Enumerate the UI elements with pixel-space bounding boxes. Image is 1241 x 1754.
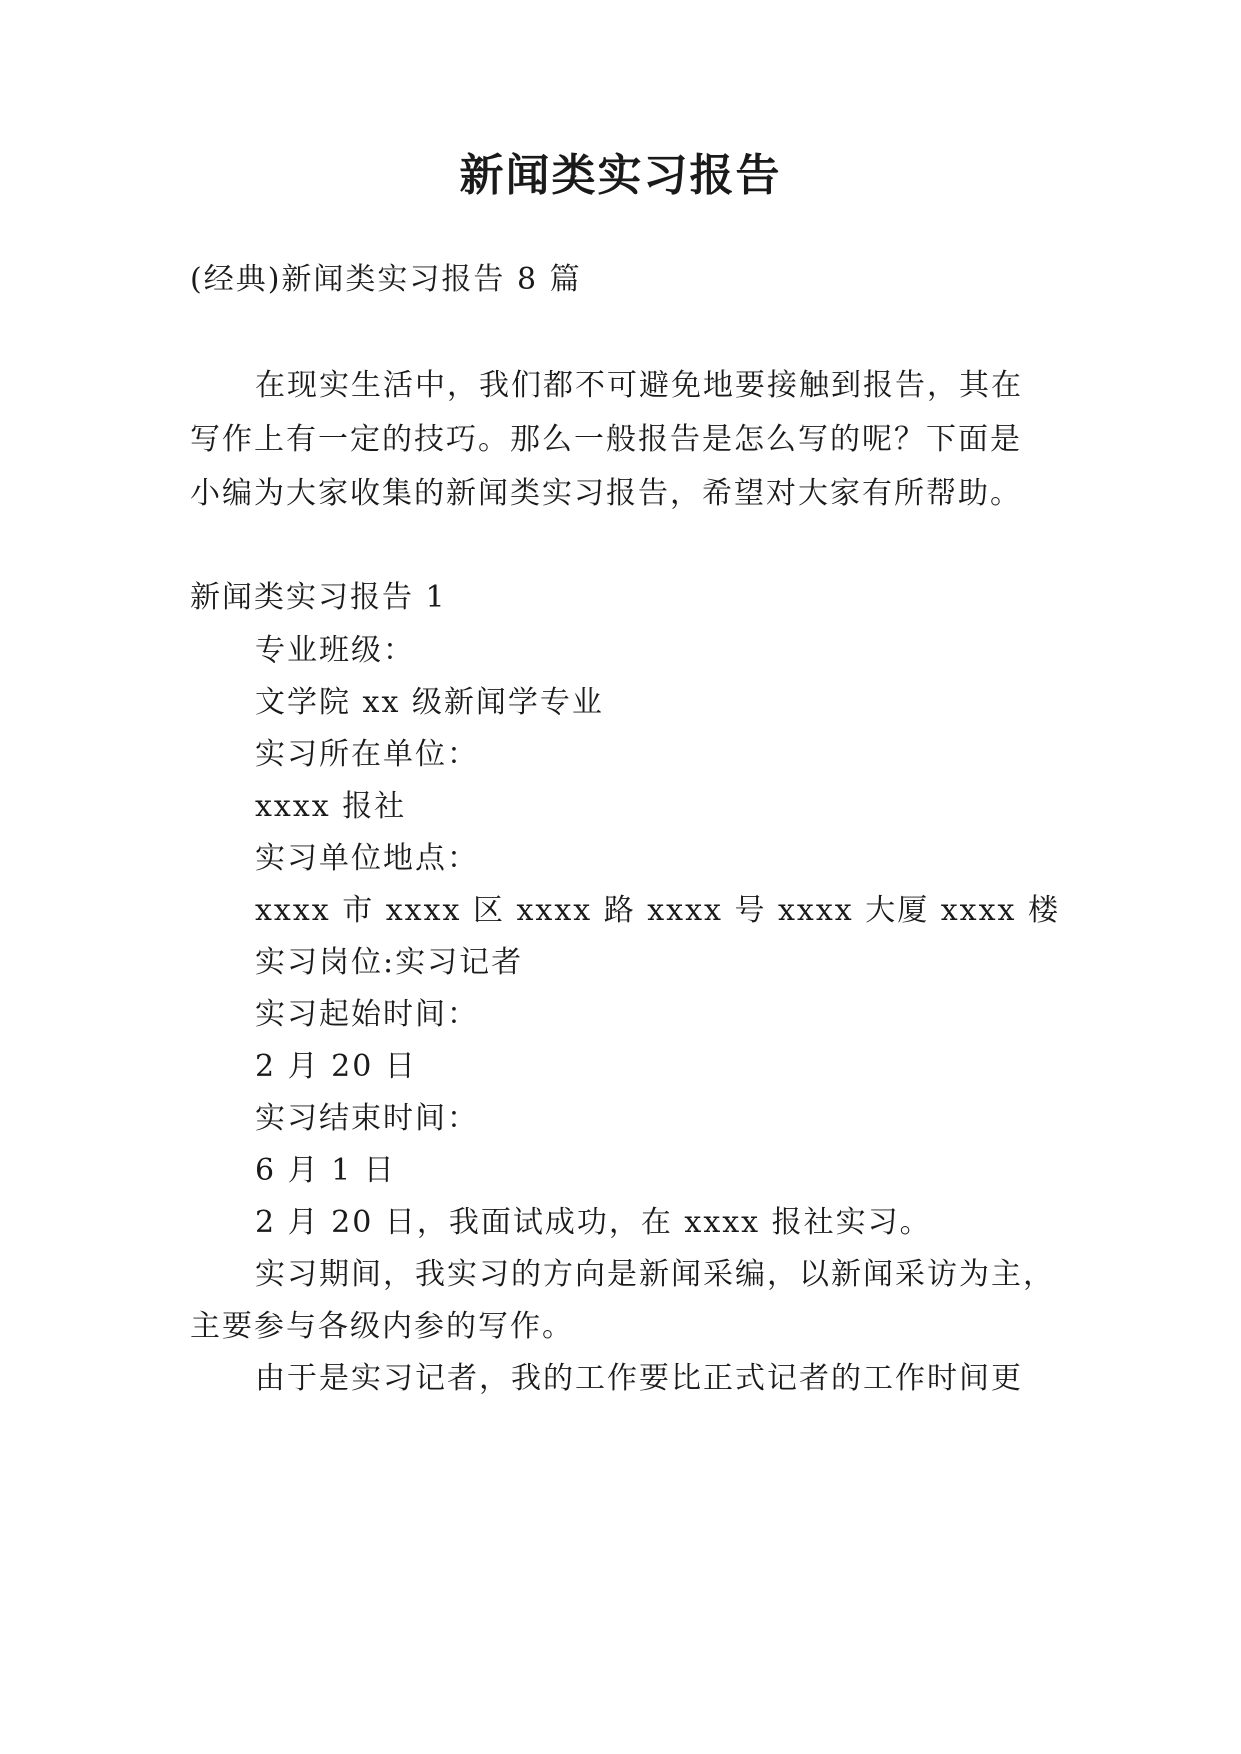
detail-line: 6 月 1 日	[255, 1153, 396, 1188]
section-heading: 新闻类实习报告 1	[190, 580, 447, 615]
body-line-1: 实习期间，我实习的方向是新闻采编，以新闻采访为主，	[255, 1257, 1055, 1292]
detail-line: 2 月 20 日，我面试成功，在 xxxx 报社实习。	[255, 1205, 932, 1240]
detail-line: 实习结束时间：	[255, 1101, 479, 1136]
intro-line-1: 在现实生活中，我们都不可避免地要接触到报告，其在	[255, 368, 1023, 403]
detail-line: xxxx 报社	[255, 789, 407, 824]
document-title: 新闻类实习报告	[459, 150, 782, 201]
detail-line: 实习单位地点：	[255, 841, 479, 876]
detail-line: 2 月 20 日	[255, 1049, 417, 1084]
intro-line-2: 写作上有一定的技巧。那么一般报告是怎么写的呢？下面是	[190, 422, 1022, 457]
detail-line: xxxx 市 xxxx 区 xxxx 路 xxxx 号 xxxx 大厦 xxxx 楼	[255, 893, 1060, 928]
body-line-2: 主要参与各级内参的写作。	[190, 1309, 574, 1344]
body-line-3: 由于是实习记者，我的工作要比正式记者的工作时间更	[255, 1361, 1023, 1396]
detail-line: 实习岗位:实习记者	[255, 945, 524, 980]
intro-line-3: 小编为大家收集的新闻类实习报告，希望对大家有所帮助。	[190, 476, 1022, 511]
detail-line: 实习起始时间：	[255, 997, 479, 1032]
document-subtitle: (经典)新闻类实习报告 8 篇	[190, 262, 582, 297]
detail-line: 实习所在单位：	[255, 737, 479, 772]
detail-line: 文学院 xx 级新闻学专业	[255, 685, 604, 720]
detail-line: 专业班级：	[255, 633, 415, 668]
